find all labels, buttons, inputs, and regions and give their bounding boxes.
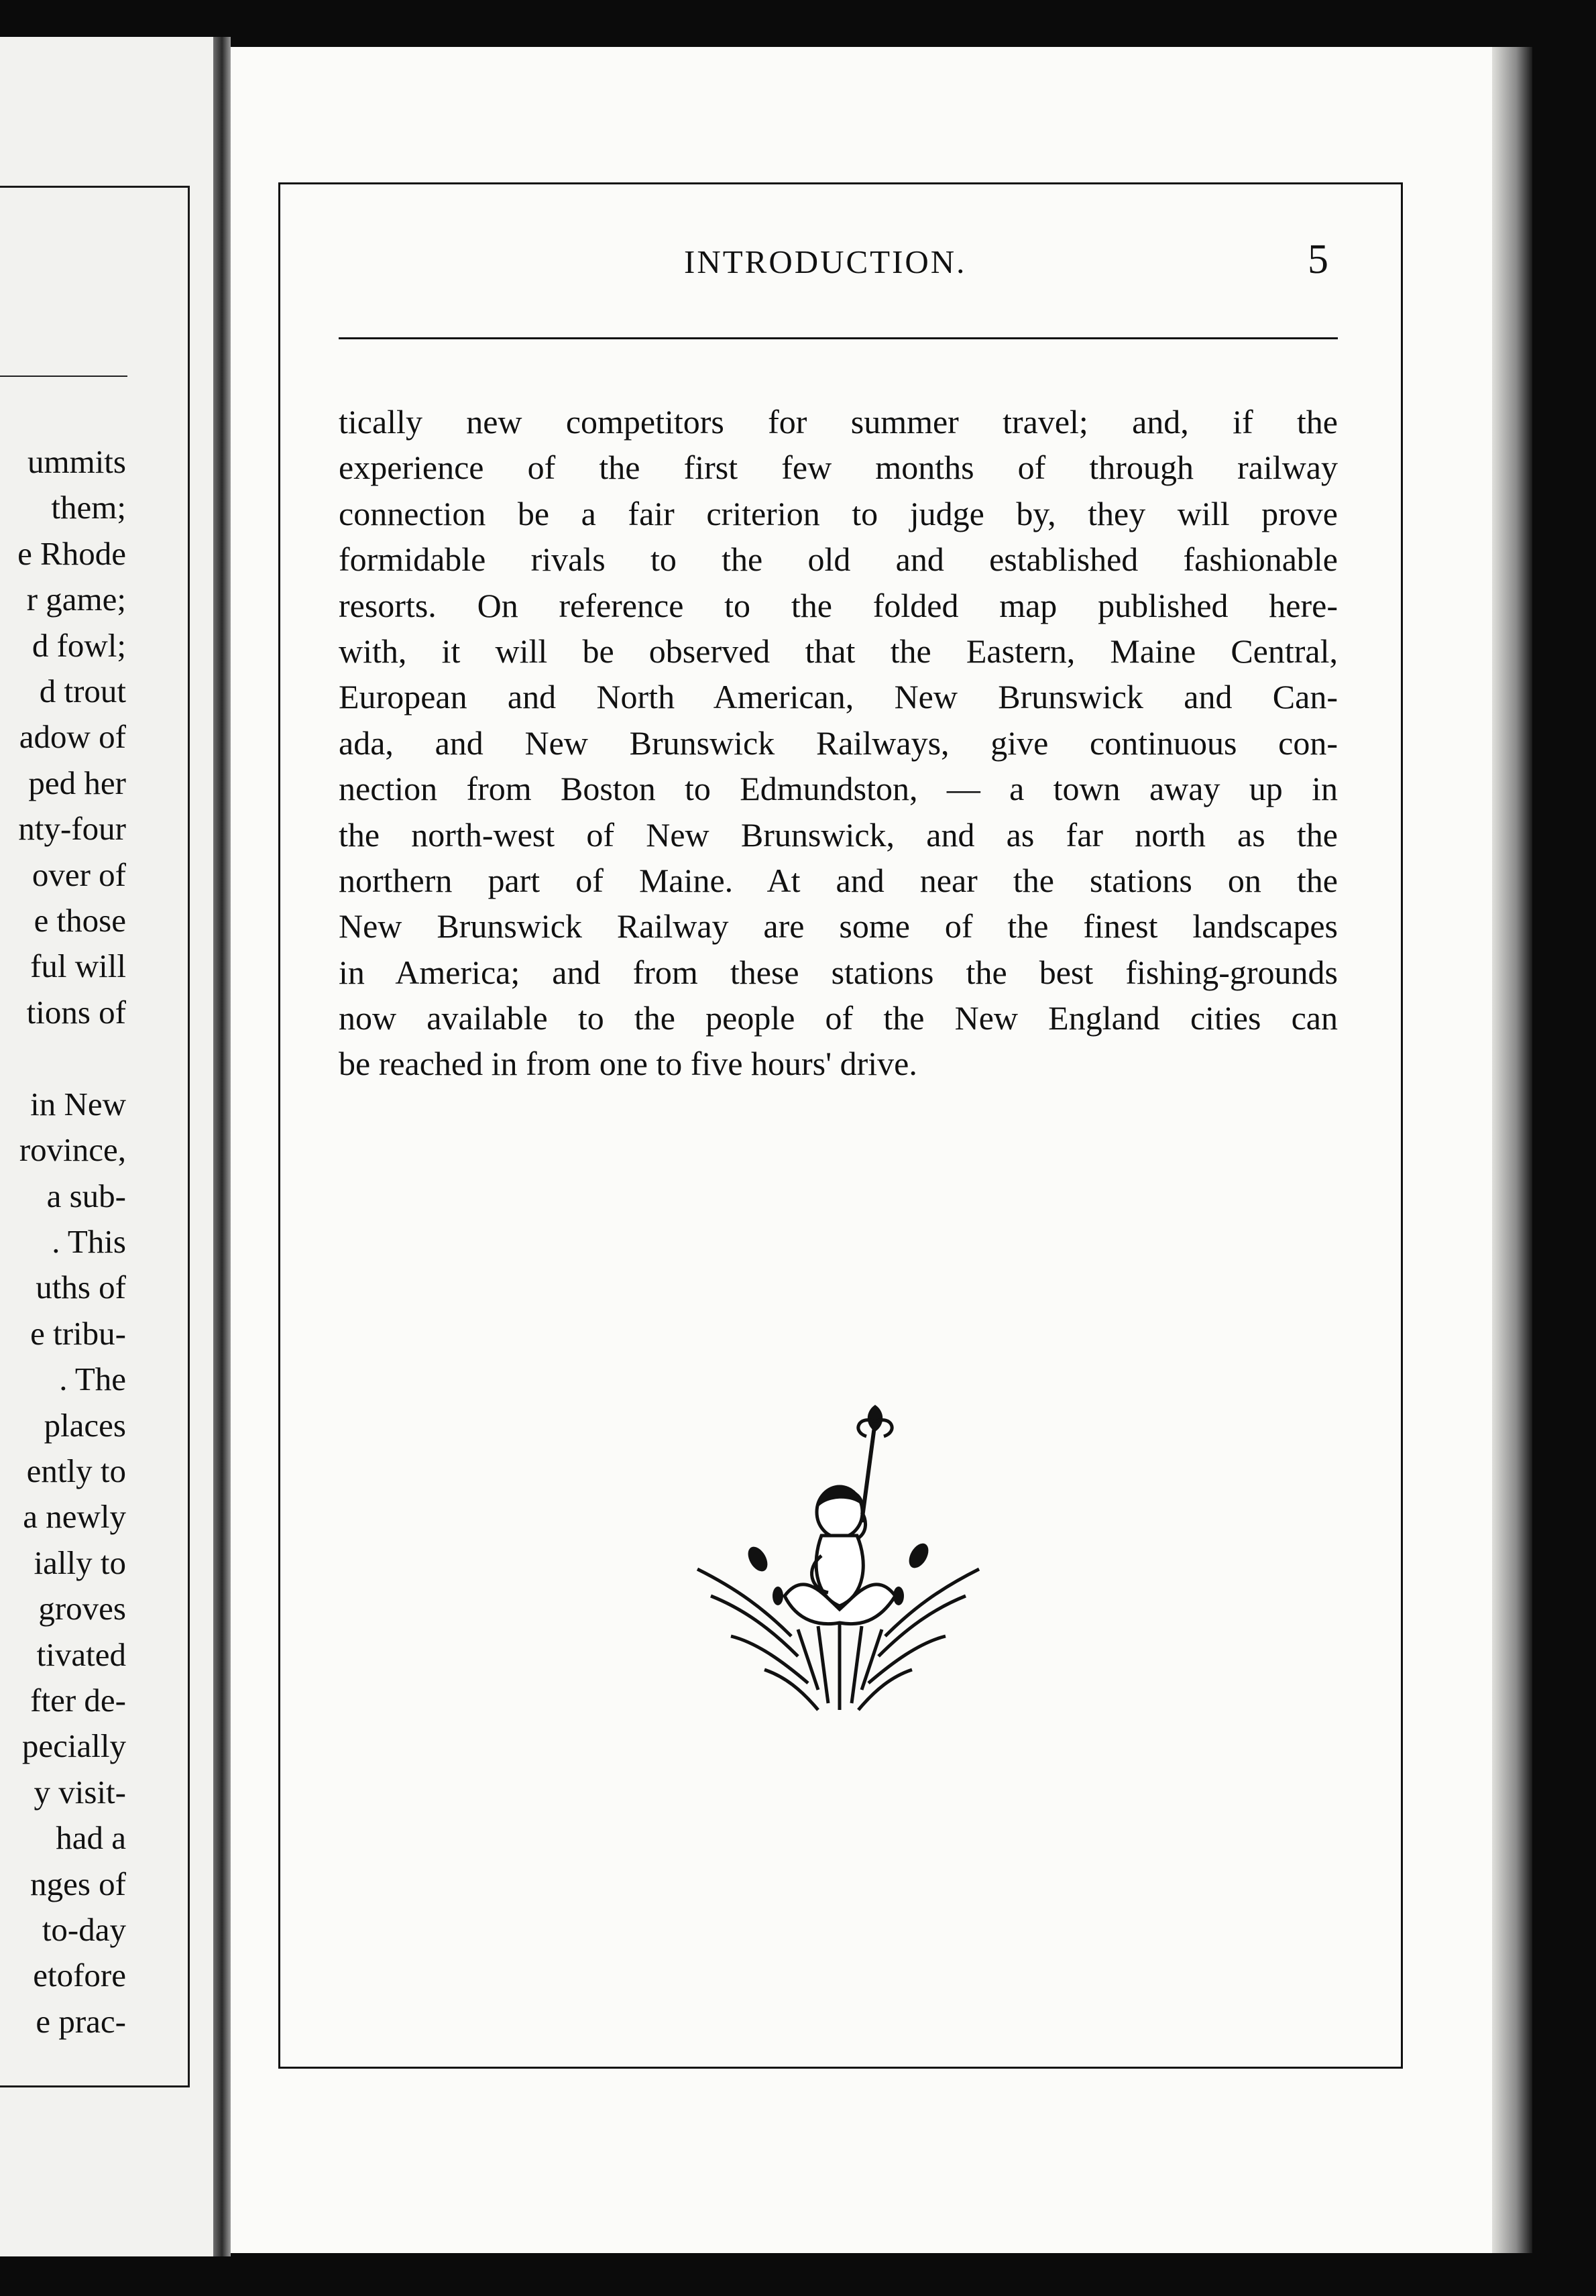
text-line: experience of the first few months of through railway (339, 449, 1338, 487)
page-edge-shadow (1492, 47, 1532, 2253)
previous-page-line: uths of (36, 1269, 126, 1306)
previous-page-line: ful will (30, 948, 126, 985)
previous-page-text (0, 439, 126, 2045)
previous-page-line: y visit- (34, 1773, 126, 1811)
previous-page-line: fter de- (30, 1681, 126, 1719)
text-line: formidable rivals to the old and established fashionable (339, 540, 1338, 579)
previous-page-line (0, 1035, 126, 1081)
text-line: tically new competitors for summer travel; and, if the (339, 403, 1338, 441)
text-line: be reached in from one to five hours' drive. (339, 1045, 917, 1083)
previous-page-line: places (44, 1406, 126, 1444)
previous-page-line: tivated (36, 1635, 126, 1673)
previous-page-line: had a (56, 1819, 126, 1857)
previous-page-line: groves (38, 1590, 126, 1627)
cherub-on-flower-icon (684, 1395, 992, 1717)
previous-page-line: adow of (19, 718, 126, 756)
previous-page-line: . This (52, 1222, 126, 1260)
text-line: connection be a fair criterion to judge by, they will prove (339, 494, 1338, 532)
previous-page-line: a sub- (46, 1177, 126, 1214)
previous-page-line: in New (30, 1085, 126, 1123)
previous-page-line: e Rhode (17, 534, 126, 572)
text-line: now available to the people of the New England cities can (339, 999, 1338, 1037)
previous-page-line: ped her (28, 764, 126, 801)
previous-page-line: etofore (33, 1957, 126, 1994)
previous-page-line: nges of (30, 1865, 126, 1902)
previous-page-line: over of (32, 856, 126, 893)
previous-page-line: nty-four (18, 810, 126, 848)
text-line: in America; and from these stations the best fishing-grounds (339, 953, 1338, 991)
text-line: nection from Boston to Edmundston, — a town away up in (339, 770, 1338, 808)
previous-page-line: e prac- (36, 2002, 126, 2040)
text-line: with, it will be observed that the Eastern, Maine Central, (339, 632, 1338, 670)
previous-page-line: tions of (26, 993, 126, 1031)
previous-page-line: a newly (23, 1498, 126, 1536)
previous-page-line: e tribu- (30, 1314, 126, 1352)
text-line: European and North American, New Brunswick and Can- (339, 678, 1338, 716)
previous-page-line: ially to (34, 1544, 126, 1581)
text-line: resorts. On reference to the folded map published here- (339, 586, 1338, 624)
previous-page-line: ummits (27, 443, 126, 480)
previous-page-line: e those (34, 902, 126, 939)
text-line: the north-west of New Brunswick, and as far north as the (339, 815, 1338, 854)
previous-page-line: pecially (21, 1727, 126, 1765)
book-gutter (213, 37, 231, 2256)
previous-page-line: them; (51, 489, 126, 526)
previous-page-line: d fowl; (32, 626, 126, 664)
previous-page-line: to-day (42, 1911, 126, 1948)
text-line: New Brunswick Railway are some of the finest landscapes (339, 907, 1338, 945)
text-line: ada, and New Brunswick Railways, give continuous con- (339, 724, 1338, 762)
text-line: northern part of Maine. At and near the stations on the (339, 861, 1338, 899)
previous-page-line: r game; (26, 581, 126, 618)
body-text (339, 399, 1338, 1087)
previous-page-head-rule (0, 376, 127, 377)
previous-page (0, 37, 221, 2256)
previous-page-line: ently to (26, 1452, 126, 1489)
running-head: INTRODUCTION. (684, 243, 967, 280)
head-rule (339, 337, 1338, 339)
previous-page-line: . The (59, 1361, 126, 1398)
page-number: 5 (1308, 237, 1328, 282)
previous-page-line: rovince, (19, 1131, 126, 1169)
previous-page-line: d trout (39, 673, 126, 710)
